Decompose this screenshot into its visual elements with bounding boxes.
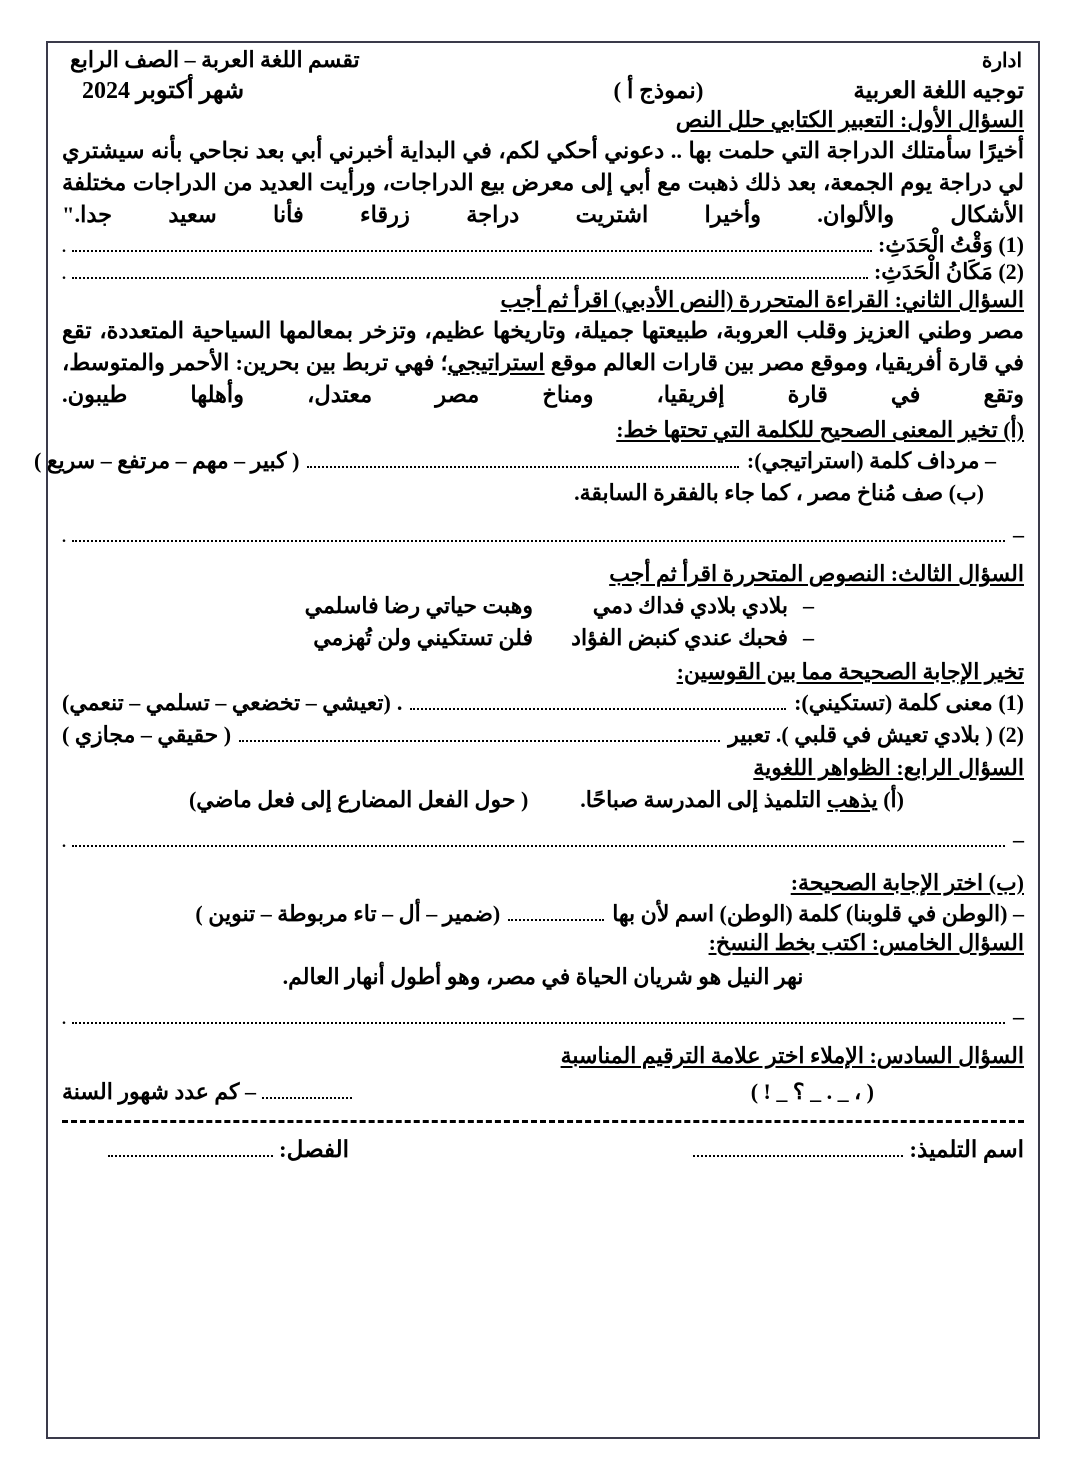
q3-verse-1	[62, 593, 1024, 619]
q3-mcq-item-1-lead: (1) معنى كلمة (تستكيني):	[794, 689, 1024, 715]
q3-verse-1-hemistich-b: وهبت حياتي رضا فاسلمي	[304, 592, 533, 618]
footer-separator	[62, 1120, 1024, 1123]
student-name-label: اسم التلميذ:	[909, 1136, 1024, 1162]
class-input[interactable]	[108, 1147, 273, 1157]
q6-choices[interactable]: ( ، _ . _ ؟ _ ! )	[750, 1078, 874, 1104]
q3-mcq-item-1-answer-line[interactable]	[410, 698, 786, 710]
q4-part-b-options[interactable]: (ضمير – أل – تاء مربوطة – تنوين )	[195, 900, 501, 926]
q3-mcq-item-1-options[interactable]: (تعيشي – تخضعي – تسلمي – تنعمي)	[62, 689, 391, 715]
q3-mcq-item-1-tail: .	[396, 689, 403, 715]
q5-answer-line[interactable]	[72, 1012, 1005, 1024]
q3-verse-2-hemistich-a: فحبك عندي كنبض الفؤاد	[571, 624, 788, 650]
q6-row	[62, 1079, 1024, 1106]
q4-part-b-lead: – (الوطن في قلوبنا) كلمة (الوطن) اسم لأن بها	[612, 900, 1024, 926]
q2-part-a-row	[34, 448, 1024, 475]
question-3-title: السؤال الثالث: النصوص المتحررة اقرأ ثم أجب	[609, 560, 1024, 586]
q3-verse-2	[62, 625, 1024, 651]
header-row-1	[62, 47, 1024, 73]
underlined-keyword: استراتيجي	[447, 349, 545, 375]
q2-part-a-answer-line[interactable]	[307, 456, 738, 468]
q1-item-1	[62, 232, 1024, 258]
q4-part-a-hint: ( حول الفعل المضارع إلى فعل ماضي)	[188, 786, 529, 812]
q3-verse-1-bullet: –	[803, 592, 814, 618]
q2-part-b-answer-row	[62, 522, 1024, 549]
question-4-title: السؤال الرابع: الظواهر اللغوية	[753, 754, 1024, 780]
question-2-part-a-title: (أ) تخير المعنى الصحيح للكلمة التي تحتها خط:	[616, 416, 1024, 442]
q1-item-1-end-dot: .	[62, 238, 66, 256]
q4-part-a-end-dot: .	[62, 833, 66, 851]
q3-mcq-item-1	[62, 690, 1024, 717]
q6-question: – كم عدد شهور السنة	[62, 1078, 257, 1104]
q6-answer-line[interactable]	[262, 1089, 352, 1099]
question-5-title: السؤال الخامس: اكتب بخط النسخ:	[708, 929, 1024, 955]
q4-part-a-answer-row	[62, 827, 1024, 854]
q1-item-1-answer-line[interactable]	[72, 240, 872, 252]
q4-part-b-row	[62, 901, 1024, 928]
month-year-label: شهر أكتوبر 2024	[82, 78, 245, 104]
q3-mcq-item-2-answer-line[interactable]	[239, 730, 720, 742]
q1-item-2-end-dot: .	[62, 265, 66, 283]
q5-answer-row	[62, 1004, 1024, 1031]
header-row-2	[62, 76, 1024, 105]
q5-dash: –	[1013, 1003, 1024, 1029]
q3-mcq-title: تخير الإجابة الصحيحة مما بين القوسين:	[676, 658, 1024, 684]
q4-part-a-row	[62, 787, 1024, 813]
question-2-title: السؤال الثاني: القراءة المتحررة (النص الأدبي) اقرأ ثم أجب	[500, 286, 1024, 312]
question-2-part-b: (ب) صف مُناخ مصر ، كما جاء بالفقرة السابقة.	[574, 479, 984, 505]
footer-row	[62, 1137, 1024, 1164]
q2-part-a-options[interactable]: ( كبير – مهم – مرتفع – سريع )	[34, 447, 300, 473]
q2-part-b-dash: –	[1013, 521, 1024, 547]
q3-verse-2-hemistich-b: فلن تستكيني ولن تُهزمي	[313, 624, 533, 650]
question-1-title: السؤال الأول: التعبير الكتابي حلل النص	[675, 107, 1024, 132]
q4-part-a-statement: (أ) يذهب التلميذ إلى المدرسة صباحًا.	[580, 786, 904, 812]
q2-part-b-answer-line[interactable]	[72, 530, 1005, 542]
q3-mcq-item-2-lead: (2) ( بلادي تعيش في قلبي ). تعبير	[728, 721, 1024, 747]
q4-part-a-dash: –	[1013, 826, 1024, 852]
q1-item-2-answer-line[interactable]	[72, 267, 868, 279]
subject-title: توجيه اللغة العربية	[853, 78, 1024, 103]
question-6-title: السؤال السادس: الإملاء اختر علامة الترقيم المناسبة	[560, 1042, 1024, 1068]
q3-verse-1-hemistich-a: بلادي بلادي فداك دمي	[592, 592, 788, 618]
q3-verse-2-bullet: –	[803, 624, 814, 650]
admin-label: ادارة	[981, 50, 1022, 72]
q2-part-b-end-dot: .	[62, 528, 66, 546]
q4-part-b-title: (ب) اختر الإجابة الصحيحة:	[790, 869, 1024, 895]
department-line: تقسم اللغة العربة – الصف الرابع	[70, 47, 360, 72]
q1-item-1-label: (1) وَقْتُ الْحَدَثِ:	[878, 231, 1024, 257]
q5-end-dot: .	[62, 1010, 66, 1028]
q1-item-2-label: (2) مَكَانُ الْحَدَثِ:	[873, 258, 1024, 284]
question-1-passage: أخيرًا سأمتلك الدراجة التي حلمت بها .. دعوني أحكي لكم، في البداية أخبرني أبي بعد نجاحي بأنه سيشتري لي دراجة يوم الجمعة، بعد ذلك ذهبت مع أبي إلى معرض بيع الدراجات، ورأيت العديد من الدراجات مختلفة الأشكال والألوان. وأخيرا اشتريت دراجة زرقاء فأنا سعيد جدا."	[62, 138, 1024, 227]
class-label: الفصل:	[279, 1136, 350, 1162]
q2-part-a-question: – مرداف كلمة (استراتيجي):	[746, 447, 996, 473]
q4-part-b-answer-line[interactable]	[508, 909, 604, 921]
q3-mcq-item-2	[62, 722, 1024, 749]
question-2-passage: مصر وطني العزيز وقلب العروبة، طبيعتها جميلة، وتاريخها عظيم، وتزخر بمعالمها السياحية المتعددة، تقع في قارة أفريقيا، وموقع مصر بين قارات العالم موقع استراتيجي؛ فهي تربط بين بحرين: الأحمر والمتوسط، وتقع في قارة إفريقيا، ومناخ مصر معتدل، وأهلها طيبون.	[62, 317, 1025, 407]
q1-item-2	[62, 259, 1024, 285]
exam-content	[34, 43, 1036, 1437]
model-label: (نموذج أ )	[613, 78, 704, 103]
question-5-sentence: نهر النيل هو شريان الحياة في مصر، وهو أطول أنهار العالم.	[282, 963, 804, 989]
q4-part-a-answer-line[interactable]	[72, 835, 1005, 847]
student-name-input[interactable]	[693, 1147, 903, 1157]
q3-mcq-item-2-options[interactable]: ( حقيقي – مجازي )	[62, 721, 232, 747]
underlined-keyword: يذهب	[826, 786, 878, 812]
